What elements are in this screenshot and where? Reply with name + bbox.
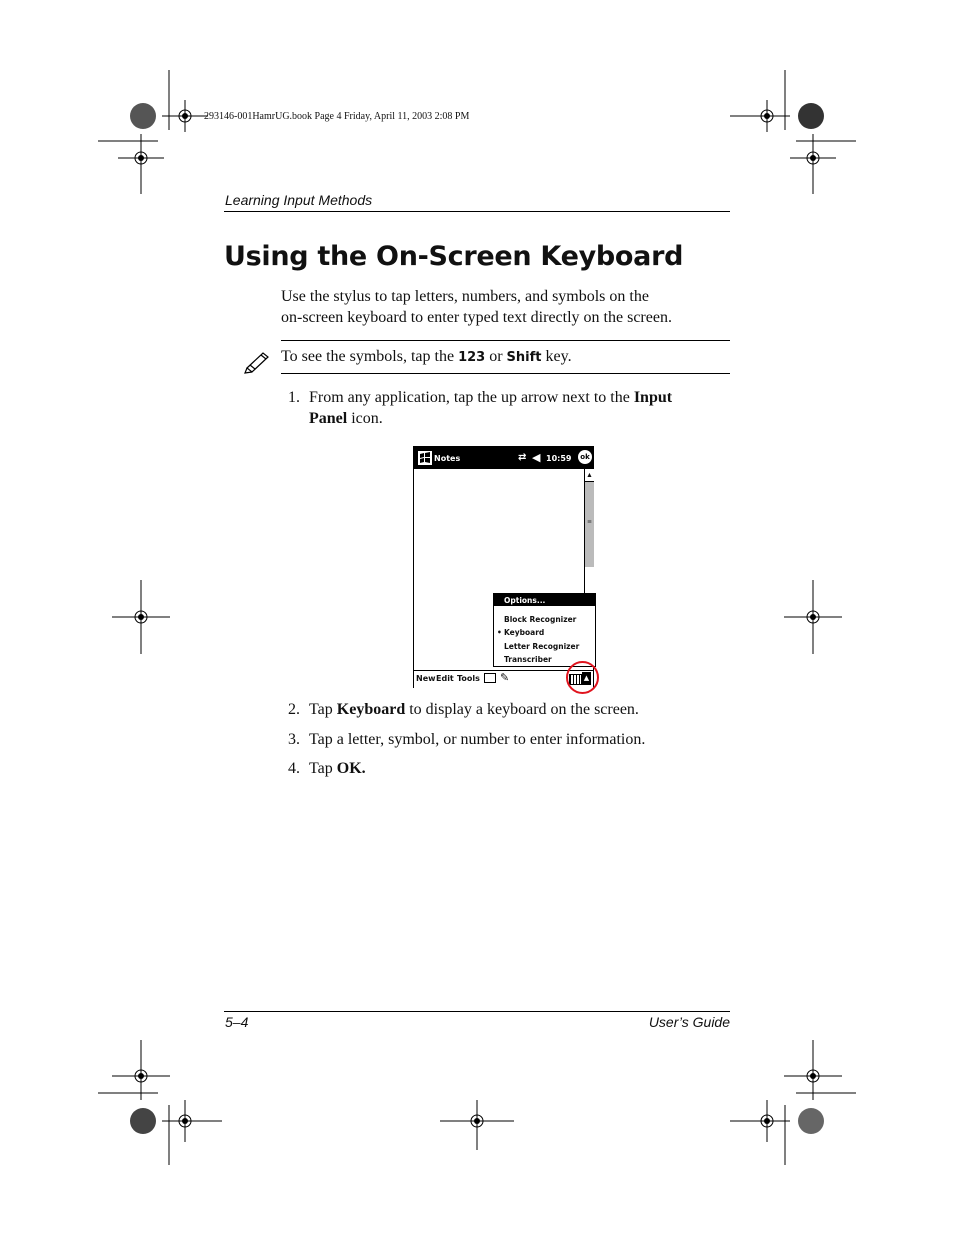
note-top-rule xyxy=(281,340,730,341)
note-mid: or xyxy=(485,348,507,365)
note-prefix: To see the symbols, tap the xyxy=(281,348,459,365)
scroll-up-icon[interactable]: ▲ xyxy=(585,469,594,482)
menu-tools[interactable]: Tools xyxy=(457,674,480,683)
step-1-bold: Input xyxy=(633,389,673,406)
intro-line-1: Use the stylus to tap letters, numbers, and symbols on the xyxy=(281,288,649,305)
step-1-tail: icon. xyxy=(347,410,383,427)
step-1-text: From any application, tap the up arrow next to the xyxy=(309,389,634,406)
device-clock: 10:59 xyxy=(546,454,572,463)
device-screenshot xyxy=(413,446,594,688)
windows-flag-icon xyxy=(417,450,433,466)
speaker-icon: ◀ xyxy=(532,451,541,464)
note-suffix: key. xyxy=(541,348,572,365)
key-shift: Shift xyxy=(506,350,542,365)
step-2-number: 2. xyxy=(288,701,300,718)
step-4-bold: OK. xyxy=(336,760,366,777)
step-4-number: 4. xyxy=(288,760,300,777)
menu-item-transcriber[interactable]: Transcriber xyxy=(504,655,552,664)
highlight-circle xyxy=(566,661,599,694)
scroll-track xyxy=(585,567,594,595)
note-bottom-rule xyxy=(281,373,730,374)
note-text xyxy=(281,346,572,368)
step-1-line-2 xyxy=(309,409,383,429)
step-4-line xyxy=(309,759,366,779)
ok-button[interactable]: ok xyxy=(578,450,592,464)
menu-options-label: Options... xyxy=(504,596,546,605)
step-2-line xyxy=(309,700,639,720)
running-head: Learning Input Methods xyxy=(225,192,373,208)
menu-edit[interactable]: Edit xyxy=(436,674,454,683)
footer-rule xyxy=(224,1011,730,1012)
menu-options-header[interactable] xyxy=(494,594,595,606)
intro-line-2: on-screen keyboard to enter typed text directly on the screen. xyxy=(281,309,672,326)
step-3-text: Tap a letter, symbol, or number to enter information. xyxy=(309,731,646,748)
menu-item-block-recognizer[interactable]: Block Recognizer xyxy=(504,615,577,624)
step-3-number: 3. xyxy=(288,731,300,748)
step-1-number: 1. xyxy=(288,389,300,406)
intro-paragraph xyxy=(281,286,672,328)
menu-new[interactable]: New xyxy=(416,674,436,683)
input-panel-arrow-icon[interactable]: ▲ xyxy=(582,672,591,685)
step-2-pre: Tap xyxy=(309,701,337,718)
pencil-note-icon xyxy=(243,348,273,374)
selected-bullet: • xyxy=(497,628,502,637)
device-scrollbar[interactable] xyxy=(584,469,594,595)
connectivity-icon: ⇄ xyxy=(518,452,527,463)
step-4-pre: Tap xyxy=(309,760,337,777)
key-123: 123 xyxy=(458,350,486,365)
page-title: Using the On-Screen Keyboard xyxy=(224,241,684,272)
pen-icon[interactable]: ✎ xyxy=(500,671,510,684)
footer-guide-title: User’s Guide xyxy=(648,1014,730,1030)
step-1-line-1 xyxy=(309,388,672,408)
recording-icon[interactable] xyxy=(484,673,496,683)
scroll-thumb-icon[interactable]: ≡ xyxy=(587,517,592,526)
menu-item-keyboard[interactable]: Keyboard xyxy=(504,628,545,637)
step-2-bold: Keyboard xyxy=(336,701,406,718)
page-number: 5–4 xyxy=(225,1014,249,1030)
step-2-post: to display a keyboard on the screen. xyxy=(405,701,639,718)
input-panel-menu xyxy=(493,593,596,667)
header-rule xyxy=(224,211,730,212)
step-1-bold-2: Panel xyxy=(309,410,348,427)
device-title-bar xyxy=(414,447,593,469)
print-header: 293146-001HamrUG.book Page 4 Friday, April 11, 2003 2:08 PM xyxy=(204,111,470,122)
menu-item-letter-recognizer[interactable]: Letter Recognizer xyxy=(504,642,580,651)
device-app-title: Notes xyxy=(434,454,461,463)
